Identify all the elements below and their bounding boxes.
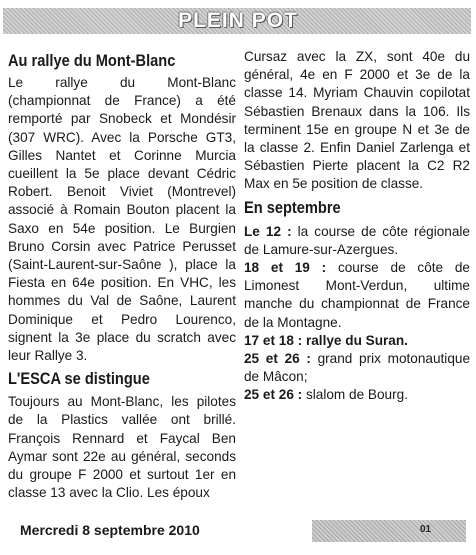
article-body-esca-continued: Cursaz avec la ZX, sont 40e du général, 4e en F 2000 et 3e de la classe 14. Myriam Chauvin copilotat Sébastien Brenaux dans la 106. Ils terminent 15e en groupe N et 3e de la classe 2. Enfin Daniel Zarlenga et Sébastien Pierte placent la C2 R2 Max en 5e position de classe. xyxy=(244,49,470,192)
event-item xyxy=(244,223,470,259)
event-item xyxy=(244,386,470,404)
right-column xyxy=(244,48,470,405)
event-item xyxy=(244,259,470,332)
left-column xyxy=(8,48,236,502)
event-text: course de côte de Limonest Mont-Verdun, ultime manche du championnat de France de la Montagne. xyxy=(244,260,470,330)
event-text: grand prix motonautique de Mâcon; xyxy=(244,351,470,385)
event-text: la course de côte régionale de Lamure-sur-Azergues. xyxy=(244,223,470,257)
article-heading-esca: L'ESCA se distingue xyxy=(8,369,150,389)
event-date: 17 et 18 : rallye du Suran. xyxy=(244,332,408,348)
publication-date: Mercredi 8 septembre 2010 xyxy=(20,522,200,538)
event-date: 25 et 26 : xyxy=(244,351,311,367)
article-body-esca: Toujours au Mont-Blanc, les pilotes de la Plastics vallée ont brillé. François Rennard et Faycal Ben Aymar sont 22e au général, seconds du groupe F 2000 et surtout 1er en classe 13 avec la Clio. Les époux xyxy=(8,394,236,501)
event-date: 18 et 19 : xyxy=(244,260,327,276)
article-heading-rallye: Au rallye du Mont-Blanc xyxy=(8,51,176,70)
footer-band xyxy=(312,520,466,542)
article-body-rallye: Le rallye du Mont-Blanc (championnat de France) a été remporté par Snobeck et Mondésir (307 WRC). Avec la Porsche GT3, Gilles Nantet et Corinne Murcia cueillent la 5e place devant Cédric Robert. Benoit Viviet (Montrevel) associé à Romain Bouton placent la Saxo en 54e position. Le Burgien Bruno Corsin avec Patrice Perusset (Saint-Laurent-sur-Saône ), place la Fiesta en 64e position. En VHC, les hommes du Val de Saône, Laurent Dominique et Pedro Lourenco, signent la 3e place du scratch avec leur Rallye 3. xyxy=(8,75,236,364)
event-date: 25 et 26 : xyxy=(244,387,303,403)
page-number: 01 xyxy=(420,524,432,535)
event-text: slalom de Bourg. xyxy=(302,387,408,403)
section-title: PLEIN POT xyxy=(178,9,298,32)
article-heading-septembre: En septembre xyxy=(244,197,341,217)
event-date: Le 12 : xyxy=(244,223,292,239)
event-item xyxy=(244,350,470,386)
event-item xyxy=(244,332,470,350)
